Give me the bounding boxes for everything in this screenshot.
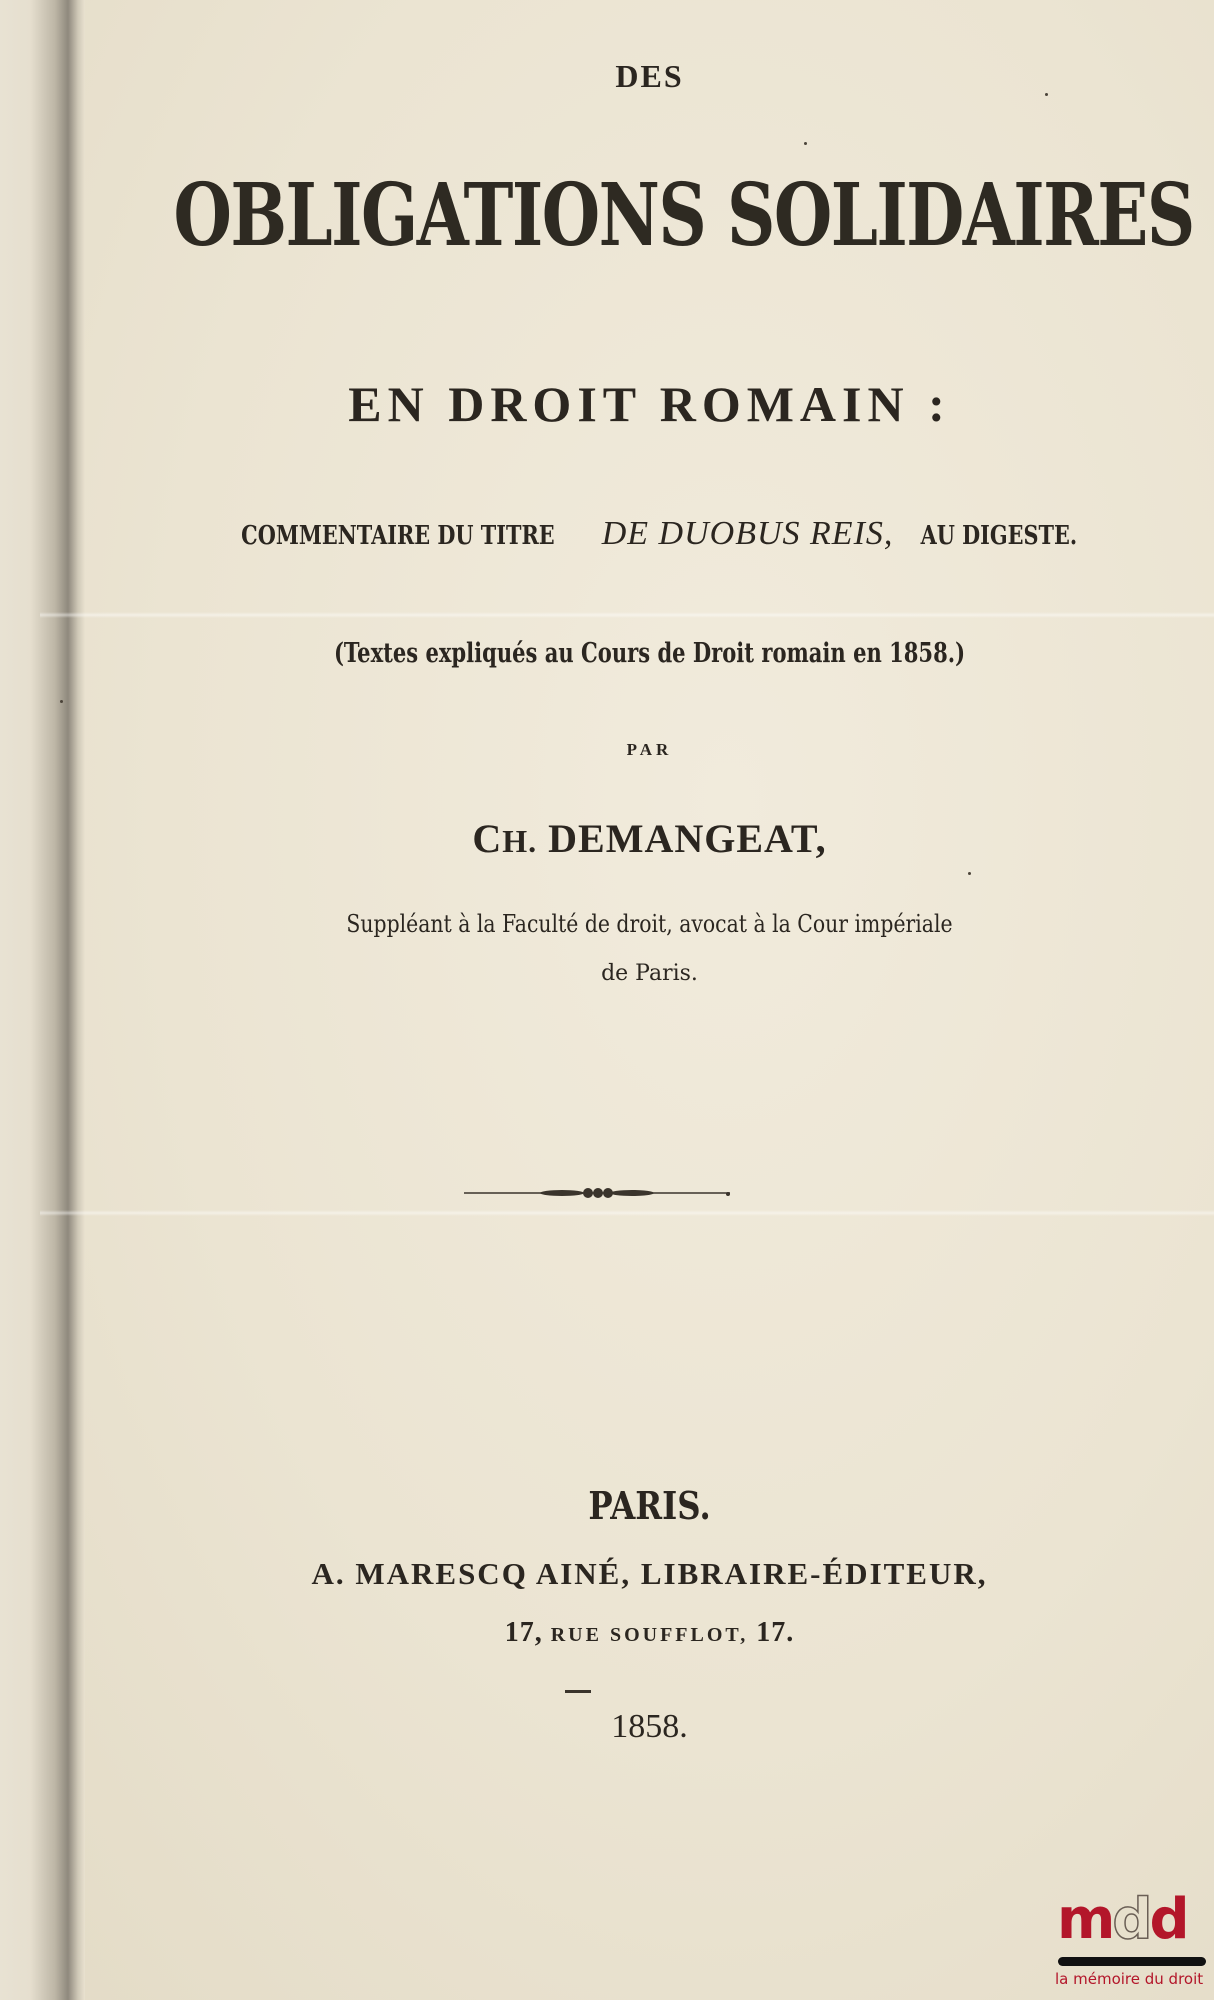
pretitle: DES xyxy=(615,58,684,94)
logo-tagline: la mémoire du droit xyxy=(1055,1970,1204,1988)
author-affiliation: Suppléant à la Faculté de droit, avocat à la Cour impériale xyxy=(346,910,953,938)
author-affiliation-city: de Paris. xyxy=(601,961,698,986)
main-title: OBLIGATIONS SOLIDAIRES xyxy=(173,165,1194,266)
paper-speck xyxy=(60,700,63,703)
publisher-name: A. MARESCQ AINÉ, LIBRAIRE-ÉDITEUR, xyxy=(311,1556,988,1591)
ornament-divider-icon xyxy=(462,1186,732,1200)
publisher-address xyxy=(85,1617,1214,1649)
publication-year: 1858. xyxy=(611,1708,688,1745)
address-number: 17, xyxy=(504,1617,543,1648)
course-note: (Textes expliqués au Cours de Droit romain en 1858.) xyxy=(333,638,966,669)
address-street: RUE SOUFFLOT, xyxy=(550,1624,749,1646)
short-rule xyxy=(565,1690,591,1693)
mdd-watermark-logo xyxy=(1055,1887,1214,2000)
paper-fold-line xyxy=(40,1210,1214,1216)
by-label: PAR xyxy=(626,740,673,759)
author-initial: C xyxy=(472,816,503,861)
logo-letter: m xyxy=(1057,1887,1113,1952)
logo-underline-bar xyxy=(1058,1957,1206,1966)
paper-speck xyxy=(1045,93,1048,96)
commentary-suffix: AU DIGESTE. xyxy=(920,521,1077,551)
book-spine-shadow xyxy=(0,0,85,2000)
paper-speck xyxy=(804,142,807,145)
publication-city: PARIS. xyxy=(588,1483,711,1528)
author-initial-small: H. xyxy=(502,823,538,859)
author-name xyxy=(85,815,1214,862)
logo-letter: d xyxy=(1112,1887,1150,1952)
logo-letter: d xyxy=(1149,1887,1187,1952)
subtitle: EN DROIT ROMAIN : xyxy=(348,376,951,432)
commentary-italic-title: DE DUOBUS REIS, xyxy=(601,515,894,552)
address-number: 17. xyxy=(756,1617,795,1648)
paper-fold-line xyxy=(40,612,1214,618)
commentary-prefix: COMMENTAIRE DU TITRE xyxy=(241,521,556,551)
author-surname: DEMANGEAT, xyxy=(548,816,827,861)
commentary-line xyxy=(85,515,1214,553)
logo-mark xyxy=(1057,1887,1187,1952)
paper-speck xyxy=(968,872,971,875)
